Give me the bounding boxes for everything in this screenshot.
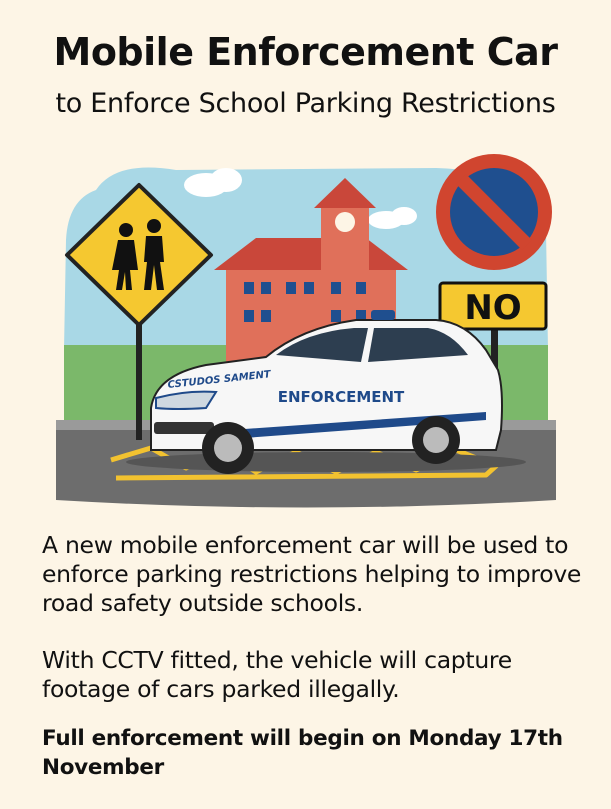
intro-paragraph: A new mobile enforcement car will be used to enforce parking restrictions helping to improve road safety outside schools. xyxy=(42,531,582,617)
poster-subtitle: to Enforce School Parking Restrictions xyxy=(55,88,556,119)
illustration-svg xyxy=(56,150,556,510)
start-date-notice: Full enforcement will begin on Monday 17th November xyxy=(42,726,563,780)
cctv-paragraph: With CCTV fitted, the vehicle will capture footage of cars parked illegally. xyxy=(42,646,512,703)
car-bonnet-text: CSTUDOS SAMENT xyxy=(167,369,272,391)
enforcement-illustration xyxy=(56,150,556,510)
no-sign-label: NO xyxy=(464,288,522,328)
no-plate xyxy=(440,283,546,329)
car-side-text: ENFORCEMENT xyxy=(277,388,405,406)
poster-title: Mobile Enforcement Car xyxy=(53,30,558,74)
